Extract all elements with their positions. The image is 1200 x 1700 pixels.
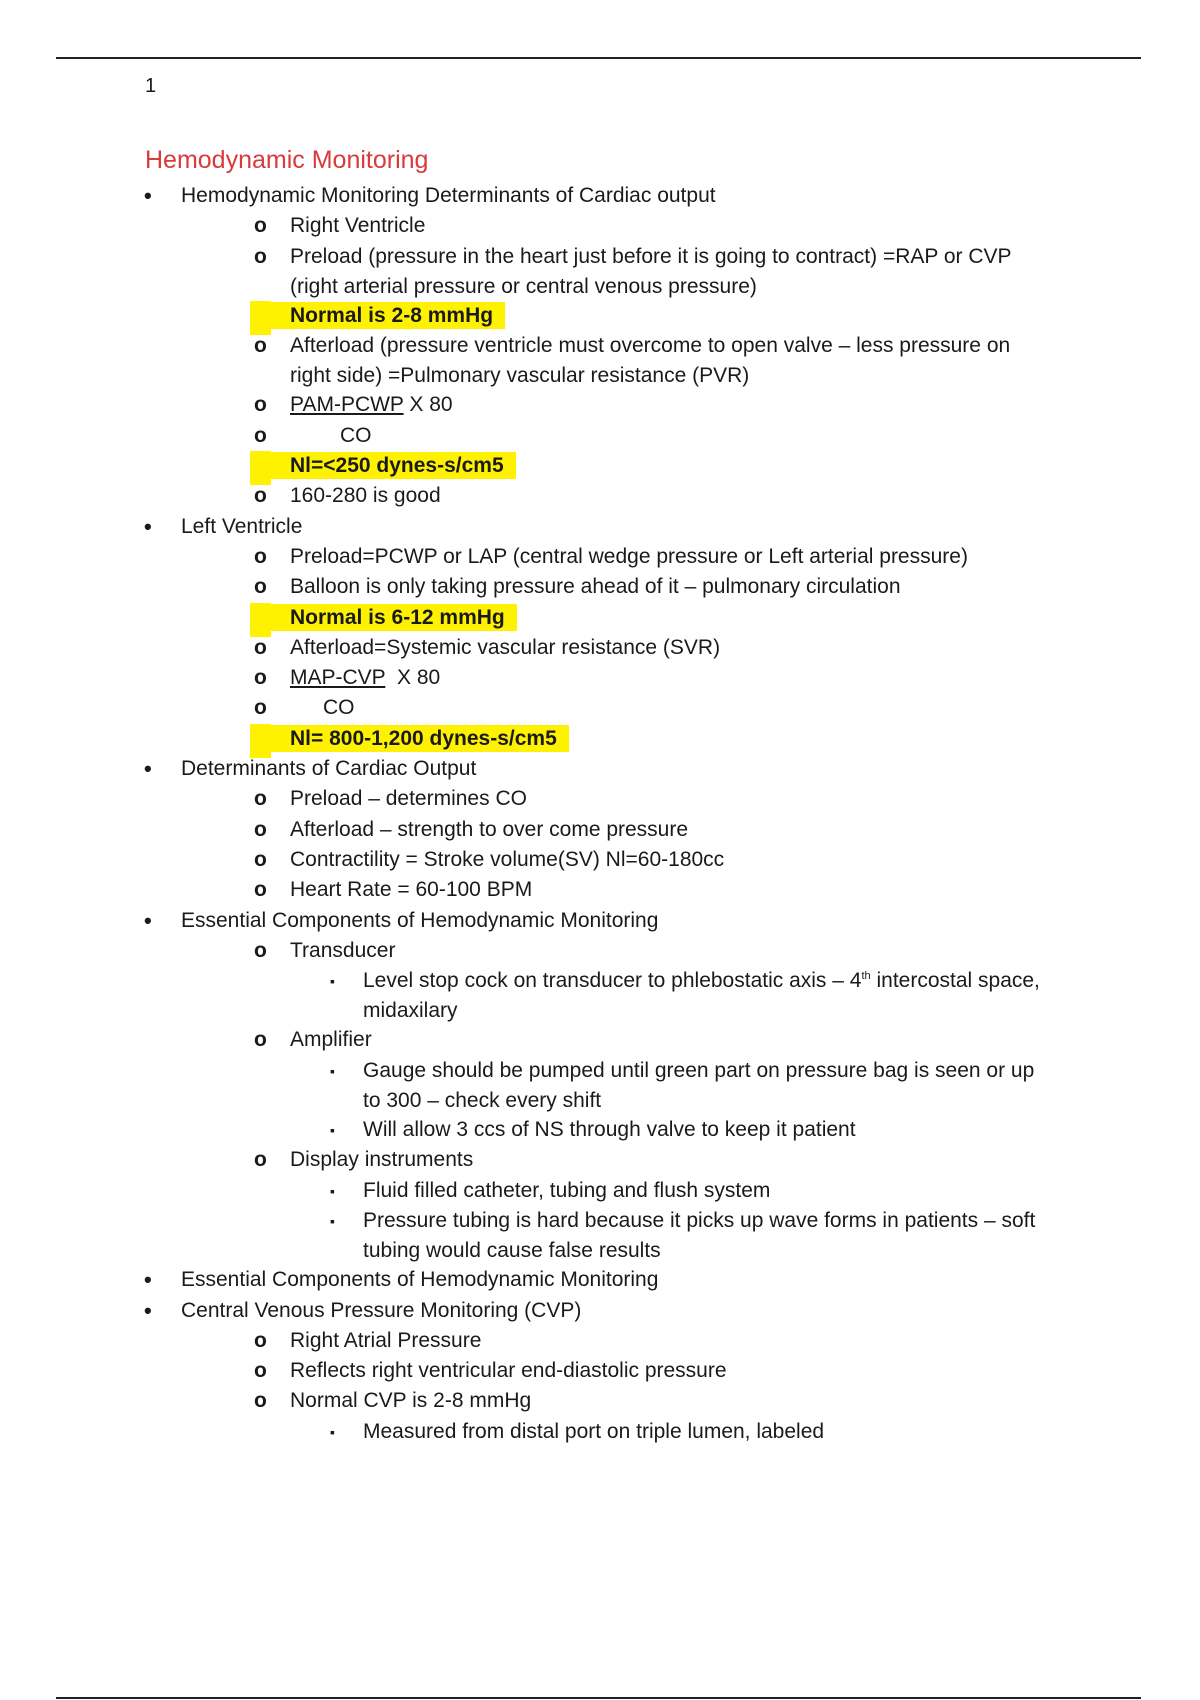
list-item: o Reflects right ventricular end-diastolic pressure [254, 1359, 727, 1383]
formula-numerator: o MAP-CVP X 80 [254, 666, 441, 690]
notes-body [0, 181, 1200, 1447]
page-number: 1 [145, 75, 157, 97]
footer-rule [56, 1697, 1141, 1699]
formula-denominator: o CO [254, 696, 355, 720]
list-item: • Essential Components of Hemodynamic Monitoring [144, 1267, 659, 1293]
list-item: o Amplifier [254, 1028, 372, 1052]
highlighted-item: Nl= 800-1,200 dynes-s/cm5 [0, 724, 1200, 754]
list-item: o Preload (pressure in the heart just before it is going to contract) =RAP or CVP [254, 244, 1012, 268]
header-rule [56, 57, 1141, 59]
list-item: ▪ Level stop cock on transducer to phlebostatic axis – 4th intercostal space, [330, 969, 1040, 993]
formula-numerator: o PAM-PCWP X 80 [254, 393, 453, 417]
list-item-continuation: tubing would cause false results [363, 1239, 661, 1263]
list-item-continuation: right side) =Pulmonary vascular resistance (PVR) [290, 364, 750, 388]
formula-denominator: o CO [254, 423, 372, 447]
list-item: o Right Ventricle [254, 214, 426, 238]
list-item: o Preload=PCWP or LAP (central wedge pressure or Left arterial pressure) [254, 544, 968, 568]
list-item: ▪ Pressure tubing is hard because it picks up wave forms in patients – soft [330, 1208, 1036, 1232]
list-item-continuation: (right arterial pressure or central venous pressure) [290, 274, 757, 298]
list-item: o Contractility = Stroke volume(SV) Nl=60-180cc [254, 847, 725, 871]
highlighted-item: Normal is 6-12 mmHg [0, 603, 1200, 633]
list-item: • Central Venous Pressure Monitoring (CVP) [144, 1297, 582, 1323]
list-item: o Balloon is only taking pressure ahead of it – pulmonary circulation [254, 575, 901, 599]
list-item-continuation: midaxilary [363, 999, 458, 1023]
page-title: Hemodynamic Monitoring [145, 146, 429, 174]
list-item: ▪ Measured from distal port on triple lumen, labeled [330, 1419, 825, 1443]
highlighted-item: Normal is 2-8 mmHg [0, 301, 1200, 331]
list-item: o Right Atrial Pressure [254, 1328, 482, 1352]
list-item-continuation: to 300 – check every shift [363, 1089, 602, 1113]
list-item: o Display instruments [254, 1148, 474, 1172]
list-item: ▪ Gauge should be pumped until green part on pressure bag is seen or up [330, 1058, 1035, 1082]
list-item: o 160-280 is good [254, 484, 441, 508]
list-item: o Transducer [254, 938, 396, 962]
list-item: o Afterload (pressure ventricle must overcome to open valve – less pressure on [254, 334, 1011, 358]
list-item: o Afterload – strength to over come pressure [254, 817, 689, 841]
list-item: • Essential Components of Hemodynamic Monitoring [144, 907, 659, 933]
list-item: • Left Ventricle [144, 513, 303, 539]
list-item: • Determinants of Cardiac Output [144, 756, 477, 782]
list-item: o Heart Rate = 60-100 BPM [254, 878, 533, 902]
list-item: o Afterload=Systemic vascular resistance (SVR) [254, 635, 721, 659]
list-item: o Preload – determines CO [254, 787, 527, 811]
list-item: • Hemodynamic Monitoring Determinants of Cardiac output [144, 183, 716, 208]
list-item: o Normal CVP is 2-8 mmHg [254, 1389, 532, 1413]
highlighted-item: Nl=<250 dynes-s/cm5 [0, 451, 1200, 481]
list-item: ▪ Fluid filled catheter, tubing and flush system [330, 1178, 771, 1202]
list-item: ▪ Will allow 3 ccs of NS through valve to keep it patient [330, 1118, 856, 1142]
